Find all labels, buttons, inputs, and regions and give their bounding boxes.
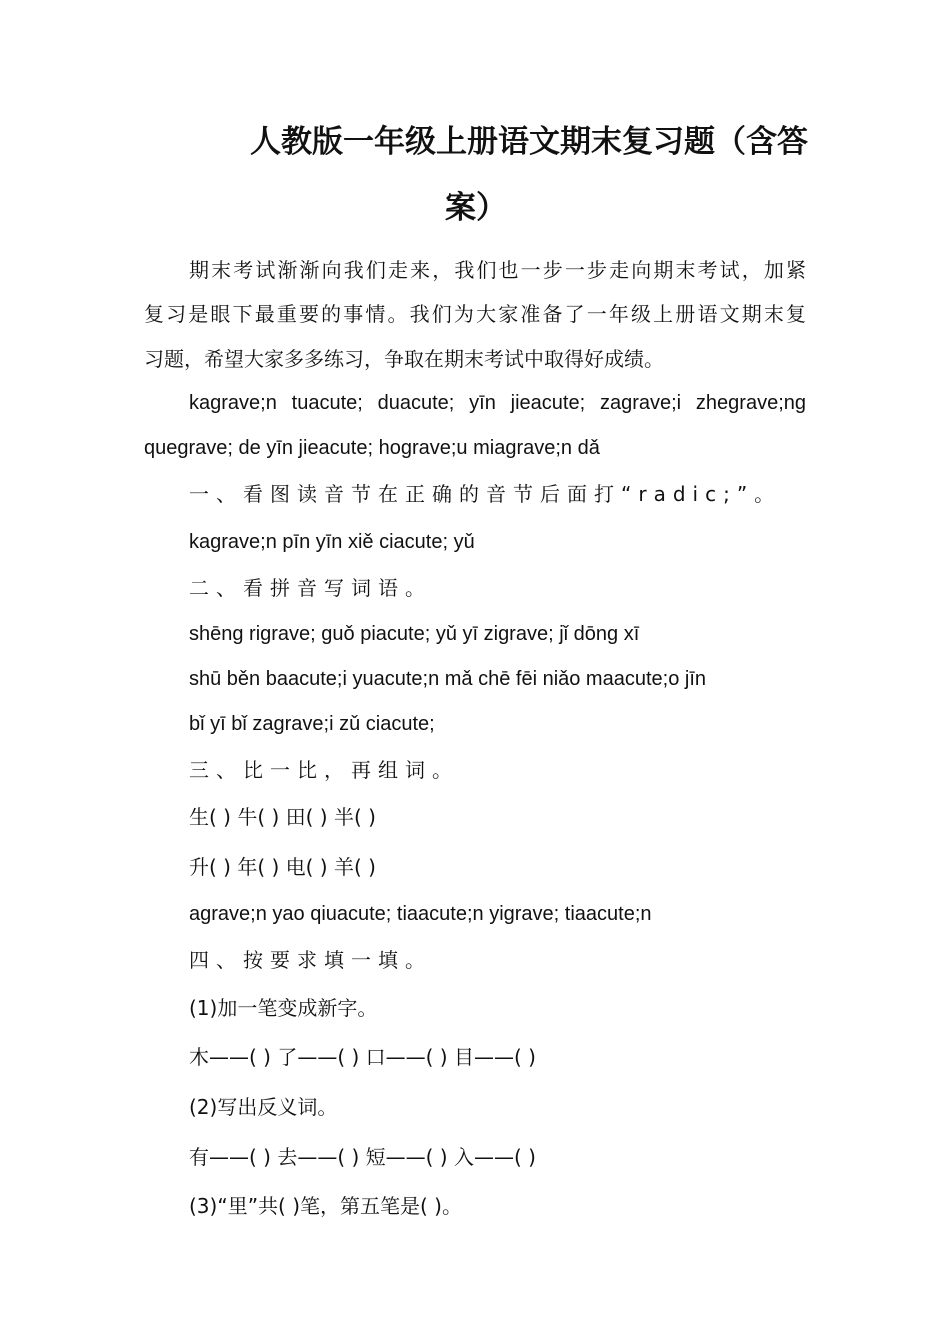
section-3-row-2: 升( ) 年( ) 电( ) 羊( ) bbox=[189, 855, 376, 879]
intro-line-1: 期末考试渐渐向我们走来，我们也一步一步走向期末考试，加紧 bbox=[189, 258, 806, 282]
intro-line-2: 复习是眼下最重要的事情。我们为大家准备了一年级上册语文期末复 bbox=[144, 302, 806, 326]
section-3-heading: 三、比一比，再组词。 bbox=[189, 758, 459, 782]
section-4-heading: 四、按要求填一填。 bbox=[189, 948, 432, 972]
section-2-row-2: shū běn baacute;i yuacute;n mǎ chē fēi niǎo maacute;o jīn bbox=[189, 668, 707, 690]
section-2-row-1: shēng rigrave; guǒ piacute; yǔ yī zigrave; jǐ dōng xī bbox=[189, 623, 640, 645]
section-2-heading: 二、看拼音写词语。 bbox=[189, 576, 432, 600]
section-3-row-1: 生( ) 牛( ) 田( ) 半( ) bbox=[189, 805, 376, 829]
pinyin-line-2: quegrave; de yīn jieacute; hograve;u miagrave;n dǎ bbox=[144, 437, 600, 459]
section-4-q1-label: (1)加一笔变成新字。 bbox=[189, 996, 378, 1020]
intro-line-3: 习题，希望大家多多练习，争取在期末考试中取得好成绩。 bbox=[144, 347, 664, 371]
document-title-line-2: 案） bbox=[445, 190, 507, 226]
section-4-q2-label: (2)写出反义词。 bbox=[189, 1095, 338, 1119]
section-2-pinyin-intro: kagrave;n pīn yīn xiě ciacute; yǔ bbox=[189, 531, 475, 553]
pinyin-line-1: kagrave;n tuacute; duacute; yīn jieacute; zagrave;i zhegrave;ng bbox=[189, 392, 806, 414]
section-4-q2-row: 有——( ) 去——( ) 短——( ) 入——( ) bbox=[189, 1145, 536, 1169]
section-2-row-3: bǐ yī bǐ zagrave;i zǔ ciacute; bbox=[189, 713, 435, 735]
section-4-q3-label: (3)“里”共( )笔，第五笔是( )。 bbox=[189, 1194, 462, 1218]
document-title-line-1: 人教版一年级上册语文期末复习题（含答 bbox=[250, 124, 808, 160]
section-3-pinyin-after: agrave;n yao qiuacute; tiaacute;n yigrave; tiaacute;n bbox=[189, 903, 652, 925]
section-4-q1-row: 木——( ) 了——( ) 口——( ) 目——( ) bbox=[189, 1045, 536, 1069]
section-1-heading: 一、看图读音节在正确的音节后面打“radic;”。 bbox=[189, 482, 782, 506]
